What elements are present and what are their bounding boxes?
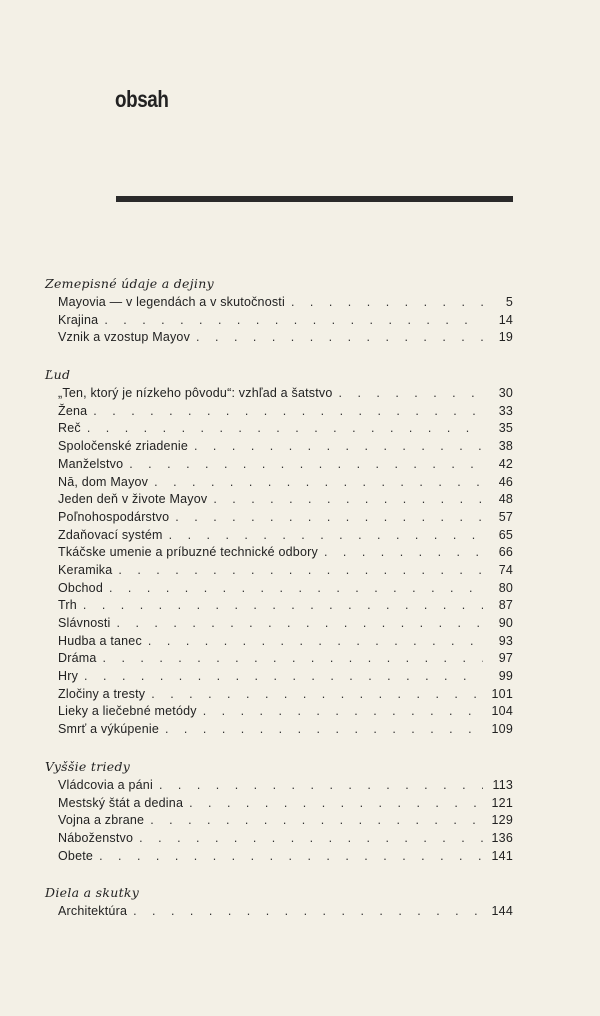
dot-leader [112,562,483,580]
page-number: 141 [491,848,513,863]
toc-entry [45,420,513,438]
page-number: 5 [505,295,513,309]
section-heading: Ľud [45,367,71,383]
entry-label: Architektúra [58,904,128,919]
page-number: 136 [491,830,513,845]
toc-entry [45,597,513,615]
entry-label: Nā, dom Mayov [58,474,149,489]
toc-entry [45,848,513,866]
entry-label: Vznik a vzostup Mayov [58,330,191,345]
page-number: 14 [498,312,513,327]
entry-label: Smrť a výkúpenie [58,722,159,737]
dot-leader [197,703,483,721]
dot-leader [190,329,483,347]
title-divider [116,196,513,202]
entry-label: Žena [58,403,88,418]
page-number: 48 [498,492,513,507]
dot-leader [98,312,483,330]
entry-label: Obete [58,848,94,863]
toc-entry [45,312,513,330]
dot-leader [133,830,483,848]
dot-leader [93,848,483,866]
dot-leader [127,903,483,921]
dot-leader [145,686,483,704]
entry-label: Tkáčske umenie a príbuzné technické odbory [58,545,318,560]
entry-label: Krajina [58,312,99,327]
dot-leader [77,597,483,615]
dot-leader [183,795,483,813]
entry-label: Zdaňovací systém [58,527,163,542]
page-number: 129 [491,813,513,828]
toc-entry [45,403,513,421]
toc-entry [45,509,513,527]
entry-label: Vojna a zbrane [58,813,145,828]
toc-entry [45,438,513,456]
entry-label: Trh [58,598,77,613]
entry-label: Dráma [58,651,97,666]
dot-leader [285,294,483,312]
page-number: 97 [498,651,513,666]
dot-leader [87,403,483,421]
toc-entry [45,633,513,651]
toc-section [45,367,513,739]
page-number: 87 [498,598,513,613]
toc-entry [45,491,513,509]
page-number: 74 [498,562,513,577]
page-number: 42 [498,456,513,471]
toc-entry [45,562,513,580]
section-heading: Diela a skutky [45,885,140,901]
dot-leader [78,668,483,686]
toc-entry [45,329,513,347]
table-of-contents [45,276,513,941]
toc-entry [45,668,513,686]
page-number: 109 [491,722,513,737]
page-number: 144 [491,904,513,919]
dot-leader [81,420,483,438]
page-number: 65 [498,527,513,542]
dot-leader [169,509,483,527]
toc-entry [45,544,513,562]
dot-leader [148,474,483,492]
entry-label: Hudba a tanec [58,633,142,648]
toc-entry [45,812,513,830]
toc-section [45,885,513,921]
entry-label: Vládcovia a páni [58,777,153,792]
toc-entry [45,777,513,795]
page-number: 35 [498,421,513,436]
toc-entry [45,294,513,312]
page-number: 104 [491,704,513,719]
page-number: 38 [498,439,513,454]
page-number: 46 [498,474,513,489]
page-number: 93 [498,633,513,648]
toc-entry [45,474,513,492]
entry-label: Mayovia — v legendách a v skutočnosti [58,295,285,309]
entry-label: Mestský štát a dedina [58,795,184,810]
entry-label: Manželstvo [58,456,124,471]
entry-label: Slávnosti [58,616,111,630]
section-heading: Zemepisné údaje a dejiny [45,276,214,291]
toc-entry [45,580,513,598]
entry-label: Hry [58,669,79,684]
entry-label: Poľnohospodárstvo [58,509,170,524]
entry-label: Keramika [58,562,113,577]
page-number: 57 [498,509,513,524]
page-title: obsah [115,86,169,112]
page-number: 121 [491,795,513,810]
toc-entry [45,686,513,704]
entry-label: Reč [58,421,81,436]
entry-label: Náboženstvo [58,830,134,845]
dot-leader [103,580,483,598]
dot-leader [188,438,483,456]
section-heading: Vyššie triedy [45,758,131,774]
dot-leader [207,491,483,509]
toc-entry [45,456,513,474]
page-number: 33 [498,403,513,418]
page-number: 90 [498,616,513,630]
toc-entry [45,795,513,813]
dot-leader [163,527,483,545]
page-number: 80 [498,580,513,595]
page-number: 66 [498,545,513,560]
dot-leader [153,777,483,795]
entry-label: Jeden deň v živote Mayov [58,492,208,507]
entry-label: Lieky a liečebné metódy [58,704,197,719]
page-number: 30 [498,386,513,401]
toc-entry [45,527,513,545]
dot-leader [123,456,483,474]
toc-entry [45,830,513,848]
toc-entry [45,903,513,921]
toc-entry [45,650,513,668]
toc-section [45,276,513,347]
dot-leader [97,650,483,668]
toc-entry [45,721,513,739]
page-number: 101 [491,686,513,701]
page-number: 113 [492,777,513,792]
dot-leader [144,812,483,830]
entry-label: Spoločenské zriadenie [58,439,188,454]
entry-label: „Ten, ktorý je nízkeho pôvodu“: vzhľad a šatstvo [58,386,333,401]
page-number: 99 [498,669,513,684]
page-number: 19 [498,330,513,345]
dot-leader [333,385,484,403]
toc-entry [45,615,513,633]
toc-section [45,759,513,865]
dot-leader [142,633,483,651]
dot-leader [318,544,483,562]
toc-entry [45,385,513,403]
entry-label: Obchod [58,580,103,595]
dot-leader [111,615,483,633]
entry-label: Zločiny a tresty [58,686,146,701]
dot-leader [159,721,483,739]
toc-entry [45,703,513,721]
